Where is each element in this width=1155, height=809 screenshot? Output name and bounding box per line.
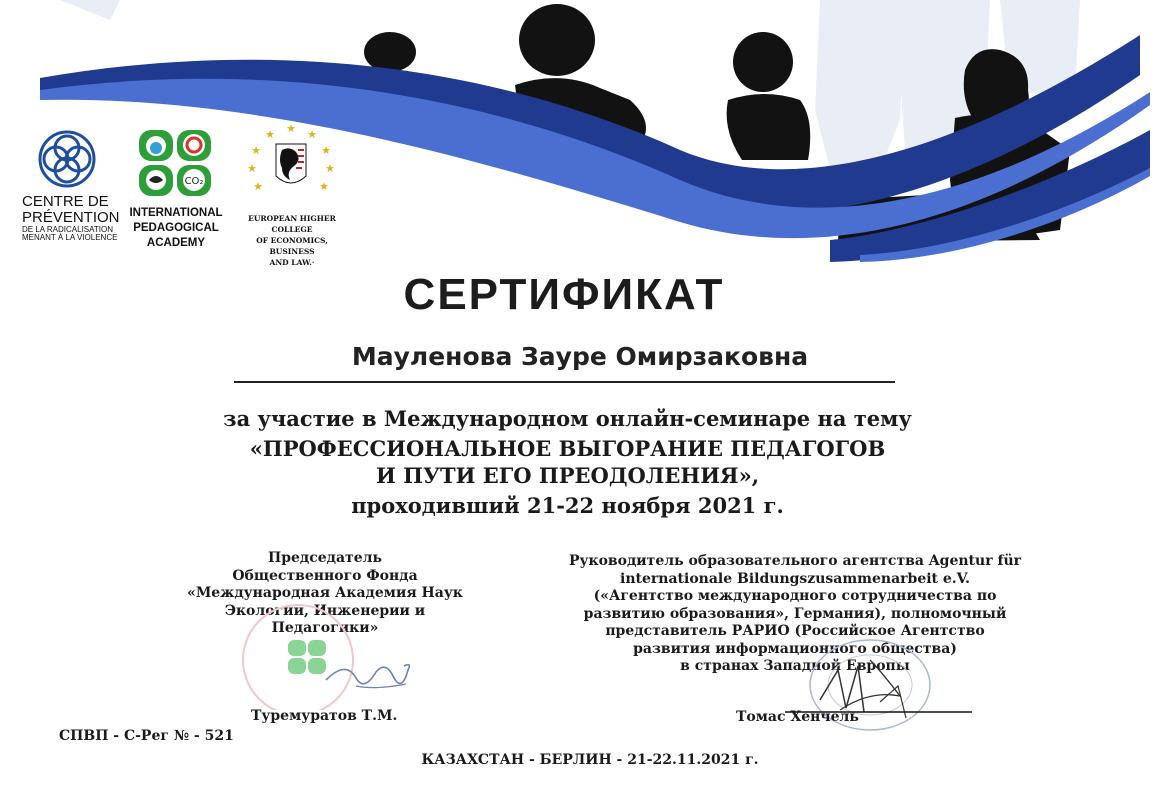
right-signer-line-7: в странах Западной Европы [680,658,910,674]
left-stamp-signature [236,600,436,710]
footer-location-date: КАЗАХСТАН - БЕРЛИН - 21-22.11.2021 г. [421,752,759,768]
ehc-line-1: EUROPEAN HIGHER [248,214,336,223]
body-line-4: проходивший 21-22 ноября 2021 г. [351,493,784,518]
ipa-logo-text [124,206,228,251]
cdp-line-1: CENTRE DE [22,193,109,210]
left-signer-line-3: «Международная Академия Наук [187,585,463,601]
ehc-line-4: AND LAW.· [269,258,315,267]
right-signer-line-3: («Агентство международного сотрудничества по [593,588,997,604]
svg-text:★: ★ [253,180,263,193]
recipient-name: Мауленова Зауре Омирзаковна [351,342,809,371]
ipa-line-1: INTERNATIONAL [129,207,223,219]
registration-number: СПВП - С-Рег № - 521 [59,728,234,744]
svg-text:★: ★ [247,162,257,175]
cdp-emblem-icon [36,128,98,190]
svg-text:★: ★ [325,162,335,175]
body-line-3: И ПУТИ ЕГО ПРЕОДОЛЕНИЯ», [375,463,759,488]
cdp-line-2: PRÉVENTION [22,208,120,226]
svg-text:★: ★ [265,128,275,141]
certificate-title: СЕРТИФИКАТ [403,270,725,319]
body-line-1: за участие в Международном онлайн-семинаре на тему [223,406,912,431]
right-signer-line-4: развитию образования», Германия), полномочный [583,605,1007,622]
ipa-line-2: PEDAGOGICAL [133,222,219,234]
body-line-2: «ПРОФЕССИОНАЛЬНОЕ ВЫГОРАНИЕ ПЕДАГОГОВ [249,436,886,461]
left-signer-line-1: Председатель [267,550,383,566]
right-signer-line-6: развития информационного общества) [633,640,957,657]
ehc-logo-text [236,213,348,268]
svg-text:★: ★ [321,144,331,157]
name-underline [234,381,895,383]
left-signer-line-4: Экологии, Инженерии и [224,602,426,619]
svg-text:★: ★ [307,128,317,141]
right-signer-line-5: представитель РАРИО (Российское Агентство [605,623,985,639]
ehc-emblem-icon [246,120,336,206]
svg-text:★: ★ [251,144,261,157]
cdp-line-3: DE LA RADICALISATION [22,224,113,234]
right-signer-line-2: internationale Bildungszusammenarbeit e.V. [620,570,970,587]
right-signer-line-1: Руководитель образовательного агентства Agentur für [568,553,1022,569]
ipa-emblem-icon [137,128,215,198]
svg-text:★: ★ [319,180,329,193]
cdp-line-4: MENANT À LA VIOLENCE [22,232,118,242]
ehc-line-3: OF ECONOMICS, BUSINESS [256,236,328,256]
svg-text:★: ★ [286,122,296,135]
ipa-co2-text: CO₂ [184,176,204,187]
left-signer-name: Туремуратов Т.М. [251,708,398,724]
right-signer-name: Томас Хенчель [736,709,859,725]
left-signer-line-2: Общественного Фонда [232,567,418,584]
ehc-line-2: COLLEGE [271,225,313,234]
left-signer-line-5: Педагогики» [271,620,379,636]
cdp-logo-text [22,194,122,242]
ipa-line-3: ACADEMY [146,237,206,249]
